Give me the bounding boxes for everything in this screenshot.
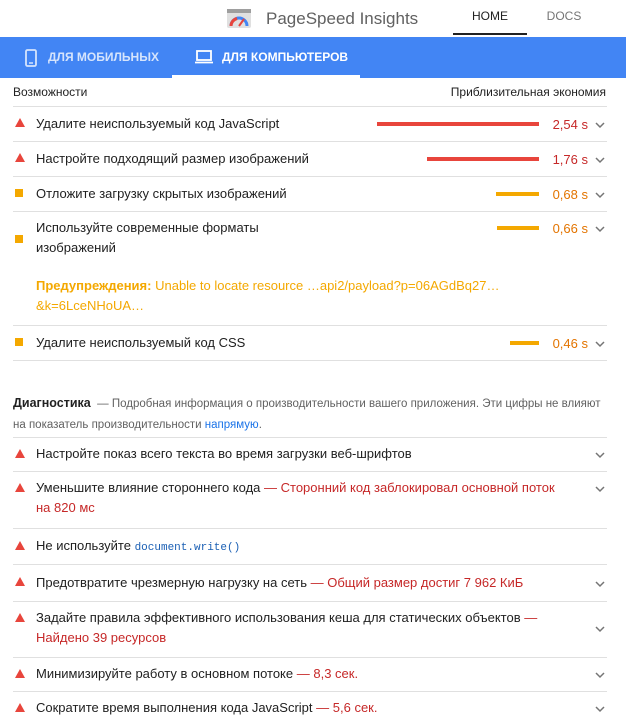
tab-mobile-label: ДЛЯ МОБИЛЬНЫХ bbox=[48, 50, 159, 64]
opportunity-item[interactable] bbox=[13, 177, 607, 212]
savings-value: 0,68 s bbox=[552, 187, 588, 202]
tab-desktop-label: ДЛЯ КОМПЬЮТЕРОВ bbox=[222, 50, 349, 64]
savings-bar bbox=[497, 226, 539, 230]
opportunity-item[interactable] bbox=[13, 326, 607, 361]
savings-value: 0,66 s bbox=[552, 221, 588, 236]
chevron-down-icon[interactable] bbox=[594, 340, 606, 348]
chevron-down-icon[interactable] bbox=[594, 225, 606, 233]
diagnostic-item[interactable] bbox=[13, 437, 607, 472]
average-square-icon bbox=[15, 235, 23, 243]
fail-triangle-icon bbox=[15, 483, 25, 492]
average-square-icon bbox=[15, 189, 23, 197]
nav-home-link[interactable]: HOME bbox=[453, 0, 527, 35]
opportunities-header bbox=[13, 78, 607, 107]
diagnostic-label: Минимизируйте работу в основном потоке bbox=[36, 666, 294, 681]
savings-value: 2,54 s bbox=[552, 117, 588, 132]
brand-title: PageSpeed Insights bbox=[266, 9, 419, 28]
savings-bar bbox=[427, 157, 539, 161]
chevron-down-icon[interactable] bbox=[594, 451, 606, 459]
diagnostic-detail-line1: — Сторонний код заблокировал основной поток bbox=[264, 480, 555, 495]
opportunity-label: Настройте подходящий размер изображений bbox=[36, 151, 309, 166]
chevron-down-icon[interactable] bbox=[594, 671, 606, 679]
tab-mobile[interactable] bbox=[0, 37, 172, 78]
opportunity-item-expanded[interactable] bbox=[13, 212, 607, 326]
diagnostics-heading: Диагностика bbox=[13, 396, 91, 410]
fail-triangle-icon bbox=[15, 669, 25, 678]
opportunity-label-line1: Используйте современные форматы bbox=[36, 220, 259, 235]
diagnostic-text bbox=[36, 573, 523, 593]
diagnostic-item[interactable] bbox=[13, 602, 607, 658]
diagnostic-label: Уменьшите влияние стороннего кода bbox=[36, 480, 261, 495]
chevron-down-icon[interactable] bbox=[594, 705, 606, 713]
diagnostic-text bbox=[36, 698, 377, 718]
diagnostics-header bbox=[13, 361, 607, 437]
chevron-down-icon[interactable] bbox=[594, 625, 606, 633]
fail-triangle-icon bbox=[15, 449, 25, 458]
diagnostic-item[interactable] bbox=[13, 565, 607, 602]
top-bar bbox=[0, 0, 626, 37]
diagnostic-code: document.write() bbox=[134, 542, 241, 554]
warning-message bbox=[36, 276, 536, 316]
savings-heading: Приблизительная экономия bbox=[450, 85, 606, 99]
diagnostic-text bbox=[36, 664, 358, 684]
nav-docs-link[interactable]: DOCS bbox=[546, 9, 582, 23]
average-square-icon bbox=[15, 338, 23, 346]
chevron-down-icon[interactable] bbox=[594, 485, 606, 493]
diagnostic-label: Задайте правила эффективного использования кеша для статических объектов bbox=[36, 610, 521, 625]
diagnostics-description-end: . bbox=[258, 419, 262, 431]
diagnostic-label: Сократите время выполнения кода JavaScript bbox=[36, 700, 313, 715]
warning-label: Предупреждения: bbox=[36, 278, 152, 293]
opportunity-label: Удалите неиспользуемый код CSS bbox=[36, 335, 246, 350]
report-content bbox=[13, 78, 607, 725]
device-tabs bbox=[0, 37, 626, 78]
diagnostic-detail: — 5,6 сек. bbox=[316, 700, 378, 715]
opportunity-label: Удалите неиспользуемый код JavaScript bbox=[36, 116, 280, 131]
pagespeed-logo-icon bbox=[226, 6, 252, 30]
savings-value: 0,46 s bbox=[552, 336, 588, 351]
tab-desktop[interactable] bbox=[172, 37, 360, 78]
opportunity-item[interactable] bbox=[13, 107, 607, 142]
diagnostic-detail-line2: на 820 мс bbox=[36, 500, 95, 515]
fail-triangle-icon bbox=[15, 541, 25, 550]
opportunities-heading: Возможности bbox=[13, 85, 88, 99]
laptop-icon bbox=[195, 49, 213, 65]
phone-icon bbox=[25, 49, 37, 67]
chevron-down-icon[interactable] bbox=[594, 156, 606, 164]
fail-triangle-icon bbox=[15, 577, 25, 586]
diagnostic-detail: — Общий размер достиг 7 962 КиБ bbox=[310, 575, 524, 590]
directly-link[interactable]: напрямую bbox=[204, 419, 259, 431]
diagnostic-detail: — 8,3 сек. bbox=[296, 666, 359, 681]
diagnostic-label: Не используйте bbox=[36, 538, 131, 553]
diagnostic-detail-line2: Найдено 39 ресурсов bbox=[36, 630, 167, 645]
chevron-down-icon[interactable] bbox=[594, 191, 606, 199]
diagnostic-label: Настройте показ всего текста во время загрузки веб-шрифтов bbox=[36, 446, 412, 461]
opportunity-label: Отложите загрузку скрытых изображений bbox=[36, 186, 287, 201]
opportunity-item[interactable] bbox=[13, 142, 607, 177]
fail-triangle-icon bbox=[15, 153, 25, 162]
warning-text-line2: &k=6LceNHoUA… bbox=[36, 298, 145, 313]
opportunity-label-line2: изображений bbox=[36, 240, 116, 255]
diagnostic-item[interactable] bbox=[13, 529, 607, 565]
diagnostics-description: — Подробная информация о производительности вашего приложения. Эти цифры не влияют на показатель производительности bbox=[13, 398, 601, 431]
diagnostic-text bbox=[36, 608, 591, 648]
diagnostic-text bbox=[36, 536, 240, 558]
diagnostic-item[interactable] bbox=[13, 692, 607, 725]
savings-bar bbox=[377, 122, 539, 126]
diagnostic-label: Предотвратите чрезмерную нагрузку на сеть bbox=[36, 575, 307, 590]
diagnostic-text bbox=[36, 478, 586, 518]
diagnostic-item[interactable] bbox=[13, 658, 607, 692]
savings-bar bbox=[496, 192, 539, 196]
savings-bar bbox=[510, 341, 539, 345]
chevron-down-icon[interactable] bbox=[594, 121, 606, 129]
warning-text-line1: Unable to locate resource …api2/payload?p=06AGdBq27… bbox=[155, 278, 500, 293]
fail-triangle-icon bbox=[15, 118, 25, 127]
fail-triangle-icon bbox=[15, 613, 25, 622]
chevron-down-icon[interactable] bbox=[594, 580, 606, 588]
fail-triangle-icon bbox=[15, 703, 25, 712]
diagnostic-item[interactable] bbox=[13, 472, 607, 529]
diagnostic-detail-line1: — bbox=[524, 610, 538, 625]
savings-value: 1,76 s bbox=[552, 152, 588, 167]
